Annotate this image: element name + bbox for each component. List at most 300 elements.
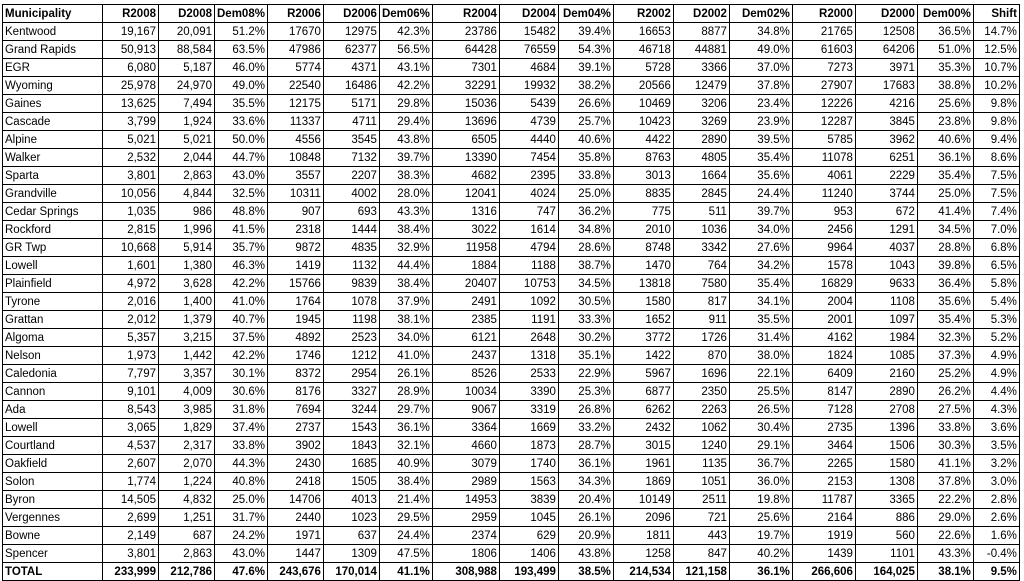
value-cell: 4440: [499, 131, 558, 149]
value-cell: 36.5%: [917, 23, 973, 41]
value-cell: 33.8%: [558, 167, 613, 185]
municipality-name-cell: Grandville: [3, 185, 103, 203]
value-cell: 3269: [673, 113, 729, 131]
value-cell: 42.2%: [215, 347, 268, 365]
value-cell: 44.7%: [215, 149, 268, 167]
value-cell: 3.6%: [973, 419, 1019, 437]
value-cell: 5,357: [103, 329, 159, 347]
table-row: [3, 437, 1020, 455]
value-cell: 817: [673, 293, 729, 311]
value-cell: 1258: [613, 545, 673, 563]
value-cell: 2.8%: [973, 491, 1019, 509]
value-cell: 23.4%: [729, 95, 792, 113]
value-cell: 8176: [267, 383, 323, 401]
value-cell: 61603: [792, 41, 855, 59]
value-cell: 1,973: [103, 347, 159, 365]
value-cell: 3319: [499, 401, 558, 419]
value-cell: 12287: [792, 113, 855, 131]
value-cell: 7128: [792, 401, 855, 419]
value-cell: 2737: [267, 419, 323, 437]
value-cell: 40.2%: [729, 545, 792, 563]
value-cell: 38.2%: [558, 77, 613, 95]
value-cell: 10034: [432, 383, 499, 401]
value-cell: 35.4%: [729, 149, 792, 167]
total-value-cell: 170,014: [323, 563, 379, 581]
value-cell: 2,012: [103, 311, 159, 329]
value-cell: 36.0%: [729, 473, 792, 491]
value-cell: 29.1%: [729, 437, 792, 455]
table-row: [3, 257, 1020, 275]
value-cell: 9633: [855, 275, 917, 293]
value-cell: 8526: [432, 365, 499, 383]
value-cell: 32.9%: [379, 239, 432, 257]
value-cell: 4422: [613, 131, 673, 149]
municipality-name-cell: Gaines: [3, 95, 103, 113]
value-cell: 42.3%: [379, 23, 432, 41]
value-cell: 1580: [613, 293, 673, 311]
column-header: Dem00%: [917, 5, 973, 23]
value-cell: 4711: [323, 113, 379, 131]
municipality-name-cell: Cedar Springs: [3, 203, 103, 221]
value-cell: 907: [267, 203, 323, 221]
municipality-name-cell: Courtland: [3, 437, 103, 455]
value-cell: 38.7%: [558, 257, 613, 275]
value-cell: 7.5%: [973, 167, 1019, 185]
value-cell: 26.6%: [558, 95, 613, 113]
value-cell: 10753: [499, 275, 558, 293]
value-cell: 2533: [499, 365, 558, 383]
value-cell: 2989: [432, 473, 499, 491]
value-cell: 64428: [432, 41, 499, 59]
value-cell: 14706: [267, 491, 323, 509]
value-cell: 3366: [673, 59, 729, 77]
value-cell: 41.0%: [379, 347, 432, 365]
value-cell: 16829: [792, 275, 855, 293]
municipality-name-cell: Sparta: [3, 167, 103, 185]
value-cell: 3390: [499, 383, 558, 401]
municipality-name-cell: Vergennes: [3, 509, 103, 527]
value-cell: 35.3%: [917, 59, 973, 77]
value-cell: 4037: [855, 239, 917, 257]
value-cell: 9.8%: [973, 95, 1019, 113]
value-cell: 26.1%: [558, 509, 613, 527]
municipality-name-cell: Caledonia: [3, 365, 103, 383]
value-cell: 34.8%: [729, 23, 792, 41]
value-cell: 4794: [499, 239, 558, 257]
value-cell: 30.3%: [917, 437, 973, 455]
value-cell: 21765: [792, 23, 855, 41]
column-header: Municipality: [3, 5, 103, 23]
value-cell: 1873: [499, 437, 558, 455]
value-cell: 1869: [613, 473, 673, 491]
value-cell: 886: [855, 509, 917, 527]
value-cell: 2,699: [103, 509, 159, 527]
municipality-name-cell: Solon: [3, 473, 103, 491]
table-body: [3, 23, 1020, 581]
value-cell: 1,442: [159, 347, 215, 365]
value-cell: 41.0%: [215, 293, 268, 311]
value-cell: 9.4%: [973, 131, 1019, 149]
value-cell: 2318: [267, 221, 323, 239]
value-cell: 17683: [855, 77, 917, 95]
value-cell: 1092: [499, 293, 558, 311]
value-cell: 12975: [323, 23, 379, 41]
total-value-cell: 233,999: [103, 563, 159, 581]
table-row: [3, 419, 1020, 437]
value-cell: 44.3%: [215, 455, 268, 473]
value-cell: 38.3%: [379, 167, 432, 185]
value-cell: 4013: [323, 491, 379, 509]
value-cell: 747: [499, 203, 558, 221]
value-cell: 1824: [792, 347, 855, 365]
value-cell: 3365: [855, 491, 917, 509]
value-cell: 1043: [855, 257, 917, 275]
table-row: [3, 203, 1020, 221]
value-cell: 21.4%: [379, 491, 432, 509]
total-value-cell: 308,988: [432, 563, 499, 581]
value-cell: 1,400: [159, 293, 215, 311]
value-cell: 28.7%: [558, 437, 613, 455]
value-cell: 14,505: [103, 491, 159, 509]
municipality-name-cell: Cannon: [3, 383, 103, 401]
table-row: [3, 77, 1020, 95]
value-cell: 7.5%: [973, 185, 1019, 203]
total-value-cell: 38.1%: [917, 563, 973, 581]
value-cell: 27907: [792, 77, 855, 95]
value-cell: 1,251: [159, 509, 215, 527]
value-cell: 7301: [432, 59, 499, 77]
value-cell: 2374: [432, 527, 499, 545]
value-cell: 2350: [673, 383, 729, 401]
value-cell: 37.9%: [379, 293, 432, 311]
value-cell: 1578: [792, 257, 855, 275]
value-cell: 37.4%: [215, 419, 268, 437]
value-cell: 30.1%: [215, 365, 268, 383]
value-cell: 22.2%: [917, 491, 973, 509]
value-cell: 25.0%: [558, 185, 613, 203]
municipality-name-cell: Kentwood: [3, 23, 103, 41]
value-cell: 3,215: [159, 329, 215, 347]
value-cell: 5967: [613, 365, 673, 383]
value-cell: 1419: [267, 257, 323, 275]
table-row: [3, 401, 1020, 419]
value-cell: 43.3%: [379, 203, 432, 221]
value-cell: 31.4%: [729, 329, 792, 347]
total-value-cell: 9.5%: [973, 563, 1019, 581]
value-cell: 3,801: [103, 167, 159, 185]
value-cell: 32.1%: [379, 437, 432, 455]
value-cell: 2265: [792, 455, 855, 473]
municipality-name-cell: Tyrone: [3, 293, 103, 311]
value-cell: 3,628: [159, 275, 215, 293]
value-cell: 5728: [613, 59, 673, 77]
value-cell: 4061: [792, 167, 855, 185]
value-cell: 46.3%: [215, 257, 268, 275]
value-cell: 8748: [613, 239, 673, 257]
municipality-name-cell: EGR: [3, 59, 103, 77]
value-cell: 12508: [855, 23, 917, 41]
value-cell: 42.2%: [215, 275, 268, 293]
value-cell: 9872: [267, 239, 323, 257]
value-cell: 3,801: [103, 545, 159, 563]
value-cell: 34.0%: [729, 221, 792, 239]
value-cell: 1.6%: [973, 527, 1019, 545]
value-cell: 3.0%: [973, 473, 1019, 491]
value-cell: 1614: [499, 221, 558, 239]
value-cell: 30.2%: [558, 329, 613, 347]
value-cell: 2456: [792, 221, 855, 239]
value-cell: 10469: [613, 95, 673, 113]
value-cell: 1580: [855, 455, 917, 473]
value-cell: 24.2%: [215, 527, 268, 545]
value-cell: 2523: [323, 329, 379, 347]
value-cell: 5.2%: [973, 329, 1019, 347]
value-cell: 1,829: [159, 419, 215, 437]
value-cell: 1318: [499, 347, 558, 365]
total-value-cell: 47.6%: [215, 563, 268, 581]
table-row: [3, 491, 1020, 509]
value-cell: 8877: [673, 23, 729, 41]
value-cell: 19.8%: [729, 491, 792, 509]
value-cell: 41.1%: [917, 455, 973, 473]
value-cell: 2418: [267, 473, 323, 491]
value-cell: 1316: [432, 203, 499, 221]
value-cell: 29.5%: [379, 509, 432, 527]
total-row: [3, 563, 1020, 581]
value-cell: 1078: [323, 293, 379, 311]
total-value-cell: 164,025: [855, 563, 917, 581]
value-cell: 8835: [613, 185, 673, 203]
value-cell: 1,601: [103, 257, 159, 275]
value-cell: 11958: [432, 239, 499, 257]
value-cell: 6877: [613, 383, 673, 401]
value-cell: 28.9%: [379, 383, 432, 401]
value-cell: 2954: [323, 365, 379, 383]
value-cell: 7694: [267, 401, 323, 419]
value-cell: 9067: [432, 401, 499, 419]
value-cell: 2,863: [159, 545, 215, 563]
column-header: D2004: [499, 5, 558, 23]
column-header: D2002: [673, 5, 729, 23]
municipality-name-cell: Oakfield: [3, 455, 103, 473]
value-cell: 51.2%: [215, 23, 268, 41]
value-cell: 25.6%: [917, 95, 973, 113]
value-cell: 44881: [673, 41, 729, 59]
value-cell: 8,543: [103, 401, 159, 419]
value-cell: 3364: [432, 419, 499, 437]
value-cell: 37.3%: [917, 347, 973, 365]
value-cell: 2,317: [159, 437, 215, 455]
value-cell: 27.6%: [729, 239, 792, 257]
value-cell: 2648: [499, 329, 558, 347]
value-cell: 10149: [613, 491, 673, 509]
value-cell: 25,978: [103, 77, 159, 95]
value-cell: 15482: [499, 23, 558, 41]
value-cell: 5439: [499, 95, 558, 113]
value-cell: 30.4%: [729, 419, 792, 437]
value-cell: 4.9%: [973, 347, 1019, 365]
value-cell: 1447: [267, 545, 323, 563]
total-value-cell: 38.5%: [558, 563, 613, 581]
value-cell: 39.4%: [558, 23, 613, 41]
municipality-name-cell: Lowell: [3, 419, 103, 437]
value-cell: 2004: [792, 293, 855, 311]
value-cell: 3,799: [103, 113, 159, 131]
value-cell: 28.0%: [379, 185, 432, 203]
value-cell: 3744: [855, 185, 917, 203]
value-cell: 29.0%: [917, 509, 973, 527]
value-cell: 1291: [855, 221, 917, 239]
municipality-name-cell: Spencer: [3, 545, 103, 563]
total-value-cell: 36.1%: [729, 563, 792, 581]
value-cell: 48.8%: [215, 203, 268, 221]
value-cell: 4892: [267, 329, 323, 347]
value-cell: 76559: [499, 41, 558, 59]
table-row: [3, 293, 1020, 311]
value-cell: 19.7%: [729, 527, 792, 545]
value-cell: 1,379: [159, 311, 215, 329]
municipality-name-cell: Algoma: [3, 329, 103, 347]
value-cell: 5774: [267, 59, 323, 77]
municipality-name-cell: GR Twp: [3, 239, 103, 257]
column-header: R2004: [432, 5, 499, 23]
value-cell: 43.8%: [379, 131, 432, 149]
value-cell: 4805: [673, 149, 729, 167]
value-cell: 2,070: [159, 455, 215, 473]
value-cell: 25.2%: [917, 365, 973, 383]
value-cell: 43.1%: [379, 59, 432, 77]
table-row: [3, 23, 1020, 41]
value-cell: 16653: [613, 23, 673, 41]
column-header: Shift: [973, 5, 1019, 23]
value-cell: 37.0%: [729, 59, 792, 77]
value-cell: 49.0%: [215, 77, 268, 95]
value-cell: 1945: [267, 311, 323, 329]
value-cell: 10848: [267, 149, 323, 167]
value-cell: 3244: [323, 401, 379, 419]
value-cell: 5,021: [159, 131, 215, 149]
value-cell: 637: [323, 527, 379, 545]
value-cell: 40.6%: [917, 131, 973, 149]
value-cell: 2385: [432, 311, 499, 329]
value-cell: 721: [673, 509, 729, 527]
value-cell: 25.6%: [729, 509, 792, 527]
value-cell: 46718: [613, 41, 673, 59]
value-cell: 36.2%: [558, 203, 613, 221]
value-cell: 1198: [323, 311, 379, 329]
value-cell: 19932: [499, 77, 558, 95]
value-cell: 41.5%: [215, 221, 268, 239]
value-cell: 11078: [792, 149, 855, 167]
value-cell: 10423: [613, 113, 673, 131]
total-value-cell: 193,499: [499, 563, 558, 581]
value-cell: 986: [159, 203, 215, 221]
value-cell: 2153: [792, 473, 855, 491]
value-cell: 4162: [792, 329, 855, 347]
value-cell: 560: [855, 527, 917, 545]
value-cell: 1884: [432, 257, 499, 275]
table-row: [3, 239, 1020, 257]
value-cell: 39.7%: [729, 203, 792, 221]
value-cell: 63.5%: [215, 41, 268, 59]
value-cell: 9,101: [103, 383, 159, 401]
value-cell: 22.6%: [917, 527, 973, 545]
value-cell: 31.8%: [215, 401, 268, 419]
municipality-name-cell: Cascade: [3, 113, 103, 131]
value-cell: 34.5%: [558, 275, 613, 293]
column-header: Dem02%: [729, 5, 792, 23]
value-cell: 2437: [432, 347, 499, 365]
value-cell: 40.9%: [379, 455, 432, 473]
value-cell: 2,532: [103, 149, 159, 167]
value-cell: 7,797: [103, 365, 159, 383]
value-cell: 2735: [792, 419, 855, 437]
total-value-cell: 214,534: [613, 563, 673, 581]
value-cell: 7454: [499, 149, 558, 167]
value-cell: 35.6%: [917, 293, 973, 311]
value-cell: 37.8%: [729, 77, 792, 95]
value-cell: 9839: [323, 275, 379, 293]
value-cell: 35.4%: [917, 167, 973, 185]
value-cell: 4216: [855, 95, 917, 113]
value-cell: 14953: [432, 491, 499, 509]
column-header: R2000: [792, 5, 855, 23]
value-cell: 20.9%: [558, 527, 613, 545]
value-cell: 1811: [613, 527, 673, 545]
value-cell: 693: [323, 203, 379, 221]
total-value-cell: 243,676: [267, 563, 323, 581]
value-cell: 2164: [792, 509, 855, 527]
value-cell: 40.8%: [215, 473, 268, 491]
value-cell: 1062: [673, 419, 729, 437]
value-cell: 2.6%: [973, 509, 1019, 527]
value-cell: 3022: [432, 221, 499, 239]
value-cell: 30.5%: [558, 293, 613, 311]
value-cell: 4,009: [159, 383, 215, 401]
value-cell: 35.7%: [215, 239, 268, 257]
value-cell: 2,863: [159, 167, 215, 185]
municipality-name-cell: Rockford: [3, 221, 103, 239]
value-cell: 36.1%: [558, 455, 613, 473]
value-cell: 847: [673, 545, 729, 563]
value-cell: 51.0%: [917, 41, 973, 59]
value-cell: 1,774: [103, 473, 159, 491]
value-cell: 35.6%: [729, 167, 792, 185]
column-header: D2000: [855, 5, 917, 23]
value-cell: 3342: [673, 239, 729, 257]
value-cell: 1439: [792, 545, 855, 563]
value-cell: 12479: [673, 77, 729, 95]
value-cell: 3839: [499, 491, 558, 509]
value-cell: 7.0%: [973, 221, 1019, 239]
value-cell: 34.5%: [917, 221, 973, 239]
value-cell: 32.3%: [917, 329, 973, 347]
value-cell: 1764: [267, 293, 323, 311]
value-cell: 4,844: [159, 185, 215, 203]
value-cell: 13818: [613, 275, 673, 293]
value-cell: 25.7%: [558, 113, 613, 131]
value-cell: 4682: [432, 167, 499, 185]
value-cell: 1036: [673, 221, 729, 239]
table-row: [3, 365, 1020, 383]
value-cell: 9964: [792, 239, 855, 257]
value-cell: 443: [673, 527, 729, 545]
value-cell: 2430: [267, 455, 323, 473]
value-cell: 37.5%: [215, 329, 268, 347]
value-cell: 1422: [613, 347, 673, 365]
value-cell: 1,035: [103, 203, 159, 221]
value-cell: 33.6%: [215, 113, 268, 131]
